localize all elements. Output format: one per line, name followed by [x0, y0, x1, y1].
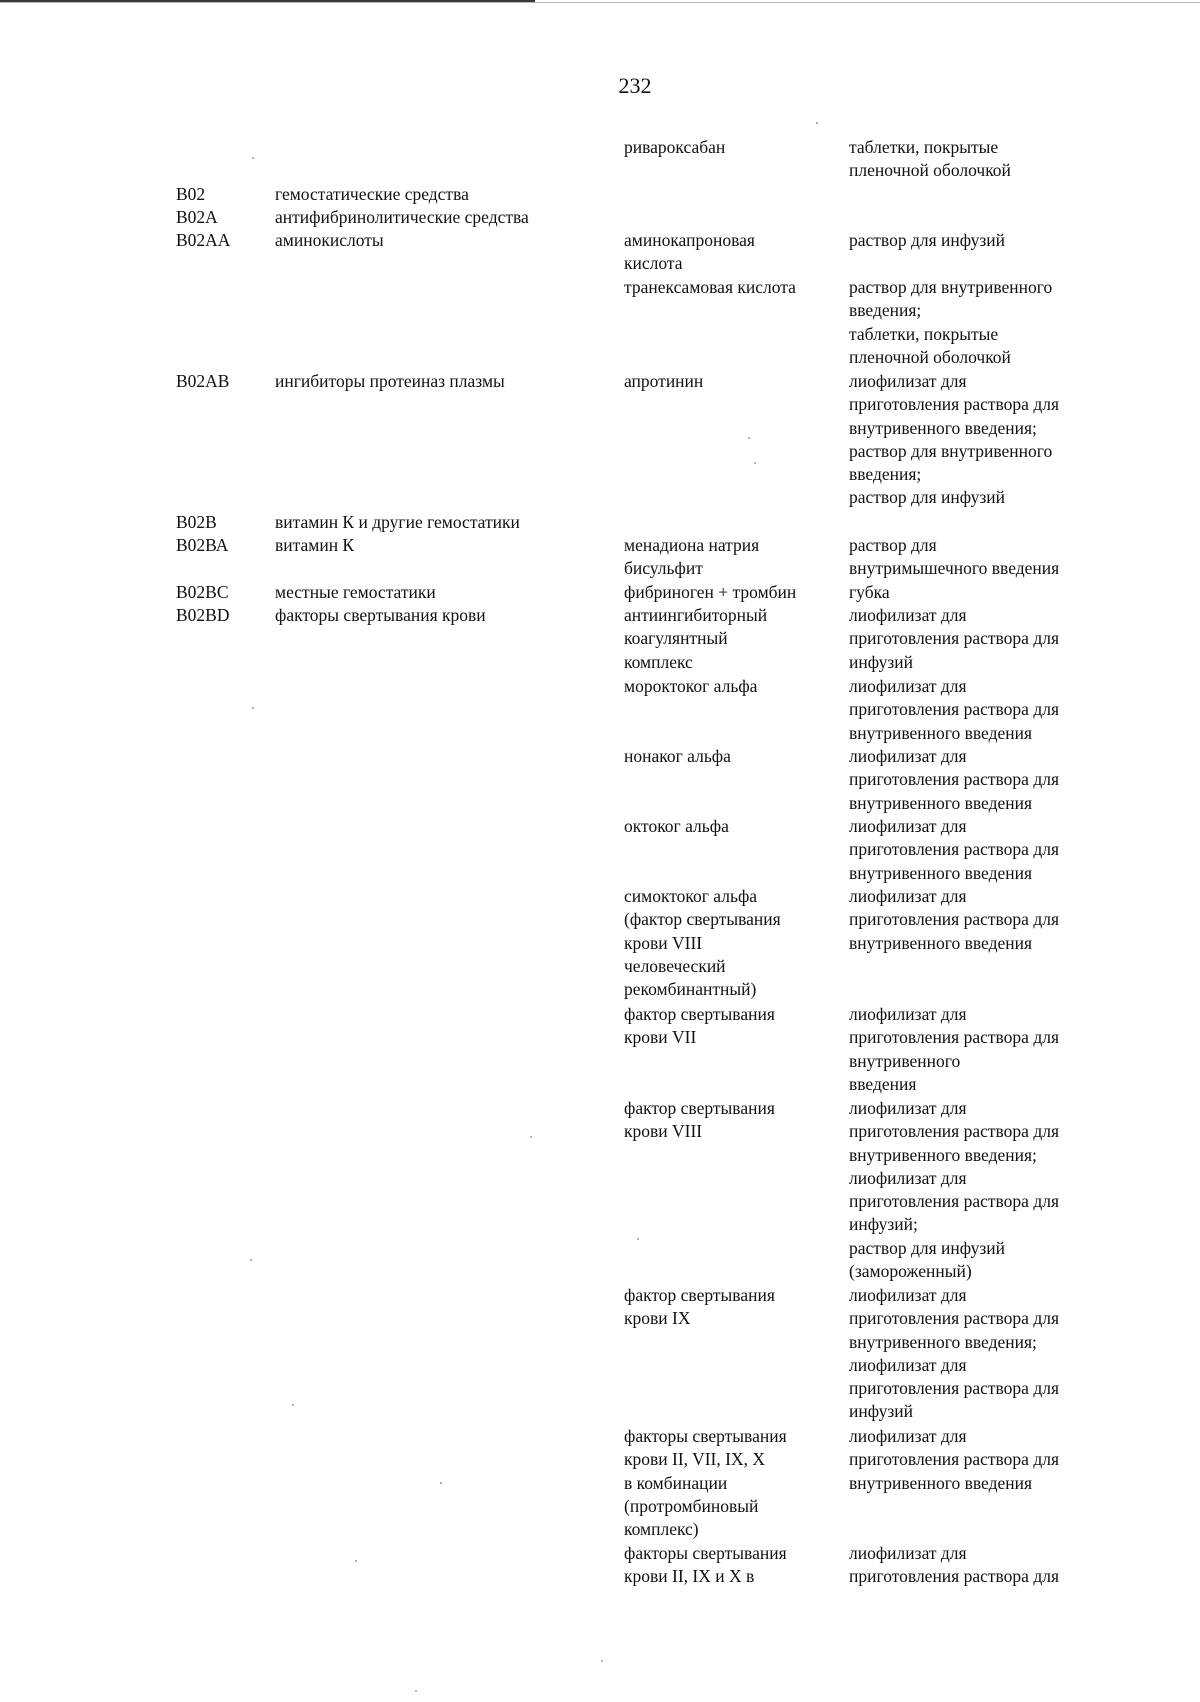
dosage-form-cell: лиофилизат для приготовления раствора для внутривенного введения; раствор для внутривенного введения; раствор для инфузий — [849, 371, 1059, 508]
atc-code-cell: В02ВА — [176, 535, 229, 555]
atc-code-cell: В02ВС — [176, 582, 229, 602]
scan-speck — [252, 157, 254, 159]
page-number: 232 — [618, 73, 652, 98]
drug-name-cell: фактор свертывания крови VIII — [624, 1098, 775, 1142]
dosage-form-cell: лиофилизат для приготовления раствора для внутривенного введения; лиофилизат для приготовления раствора для инфузий; раствор для инфузий (замороженный) — [849, 1098, 1059, 1282]
drug-name-cell: мороктоког альфа — [624, 676, 758, 696]
pharmacological-group-cell: антифибринолитические средства — [275, 207, 529, 227]
dosage-form-cell: лиофилизат для приготовления раствора для внутривенного введения — [849, 676, 1059, 743]
scan-speck — [292, 1404, 294, 1406]
dosage-form-cell: лиофилизат для приготовления раствора для внутривенного введения — [849, 816, 1059, 883]
scan-speck — [748, 437, 750, 439]
drug-name-cell: антиингибиторный коагулянтный комплекс — [624, 605, 768, 672]
scan-speck — [355, 1560, 357, 1562]
atc-code-cell: В02В — [176, 512, 217, 532]
scan-speck — [754, 462, 756, 464]
pharmacological-group-cell: местные гемостатики — [275, 582, 436, 602]
dosage-form-cell: таблетки, покрытые пленочной оболочкой — [849, 137, 1011, 181]
drug-name-cell: фибриноген + тромбин — [624, 582, 797, 602]
dosage-form-cell: лиофилизат для приготовления раствора для внутривенного введения — [849, 746, 1059, 813]
pharmacological-group-cell: факторы свертывания крови — [275, 605, 486, 625]
scan-speck — [530, 1136, 532, 1138]
pharmacological-group-cell: витамин К и другие гемостатики — [275, 512, 520, 532]
dosage-form-cell: лиофилизат для приготовления раствора для — [849, 1543, 1059, 1587]
drug-name-cell: симоктоког альфа (фактор свертывания крови VIII человеческий рекомбинантный) — [624, 886, 781, 1000]
drug-name-cell: транексамовая кислота — [624, 277, 796, 297]
drug-name-cell: фактор свертывания крови IX — [624, 1285, 775, 1329]
drug-name-cell: октоког альфа — [624, 816, 729, 836]
scan-speck — [252, 707, 254, 709]
dosage-form-cell: раствор для внутривенного введения; таблетки, покрытые пленочной оболочкой — [849, 277, 1053, 367]
atc-code-cell: В02АА — [176, 230, 231, 250]
pharmacological-group-cell: ингибиторы протеиназ плазмы — [275, 371, 505, 391]
drug-name-cell: нонаког альфа — [624, 746, 731, 766]
drug-name-cell: ривароксабан — [624, 137, 726, 157]
pharmacological-group-cell: гемостатические средства — [275, 184, 469, 204]
scan-speck — [637, 1238, 639, 1240]
dosage-form-cell: лиофилизат для приготовления раствора для внутривенного введения — [849, 886, 1059, 953]
drug-name-cell: факторы свертывания крови II, IX и X в — [624, 1543, 787, 1587]
dosage-form-cell: лиофилизат для приготовления раствора для внутривенного введения; лиофилизат для приготовления раствора для инфузий — [849, 1285, 1059, 1422]
drug-name-cell: факторы свертывания крови II, VII, IX, X в комбинации (протромбиновый комплекс) — [624, 1426, 787, 1540]
drug-name-cell: апротинин — [624, 371, 704, 391]
dosage-form-cell: губка — [849, 582, 890, 602]
pharmacological-group-cell: аминокислоты — [275, 230, 384, 250]
atc-code-cell: В02А — [176, 207, 218, 227]
dosage-form-cell: лиофилизат для приготовления раствора для инфузий — [849, 605, 1059, 672]
drug-name-cell: аминокапроновая кислота — [624, 230, 755, 274]
dosage-form-cell: раствор для инфузий — [849, 230, 1006, 250]
scan-edge-line — [0, 2, 1200, 3]
scan-speck — [601, 1660, 603, 1662]
scan-speck — [816, 122, 818, 124]
atc-code-cell: В02 — [176, 184, 206, 204]
atc-code-cell: В02ВD — [176, 605, 230, 625]
drug-name-cell: фактор свертывания крови VII — [624, 1004, 775, 1048]
drug-name-cell: менадиона натрия бисульфит — [624, 535, 760, 579]
dosage-form-cell: раствор для внутримышечного введения — [849, 535, 1060, 579]
pharmacological-group-cell: витамин К — [275, 535, 355, 555]
scan-speck — [250, 1259, 252, 1261]
dosage-form-cell: лиофилизат для приготовления раствора для внутривенного введения — [849, 1004, 1059, 1094]
atc-code-cell: В02АВ — [176, 371, 230, 391]
scan-speck — [415, 1690, 417, 1692]
dosage-form-cell: лиофилизат для приготовления раствора для внутривенного введения — [849, 1426, 1059, 1493]
scan-speck — [440, 1482, 442, 1484]
